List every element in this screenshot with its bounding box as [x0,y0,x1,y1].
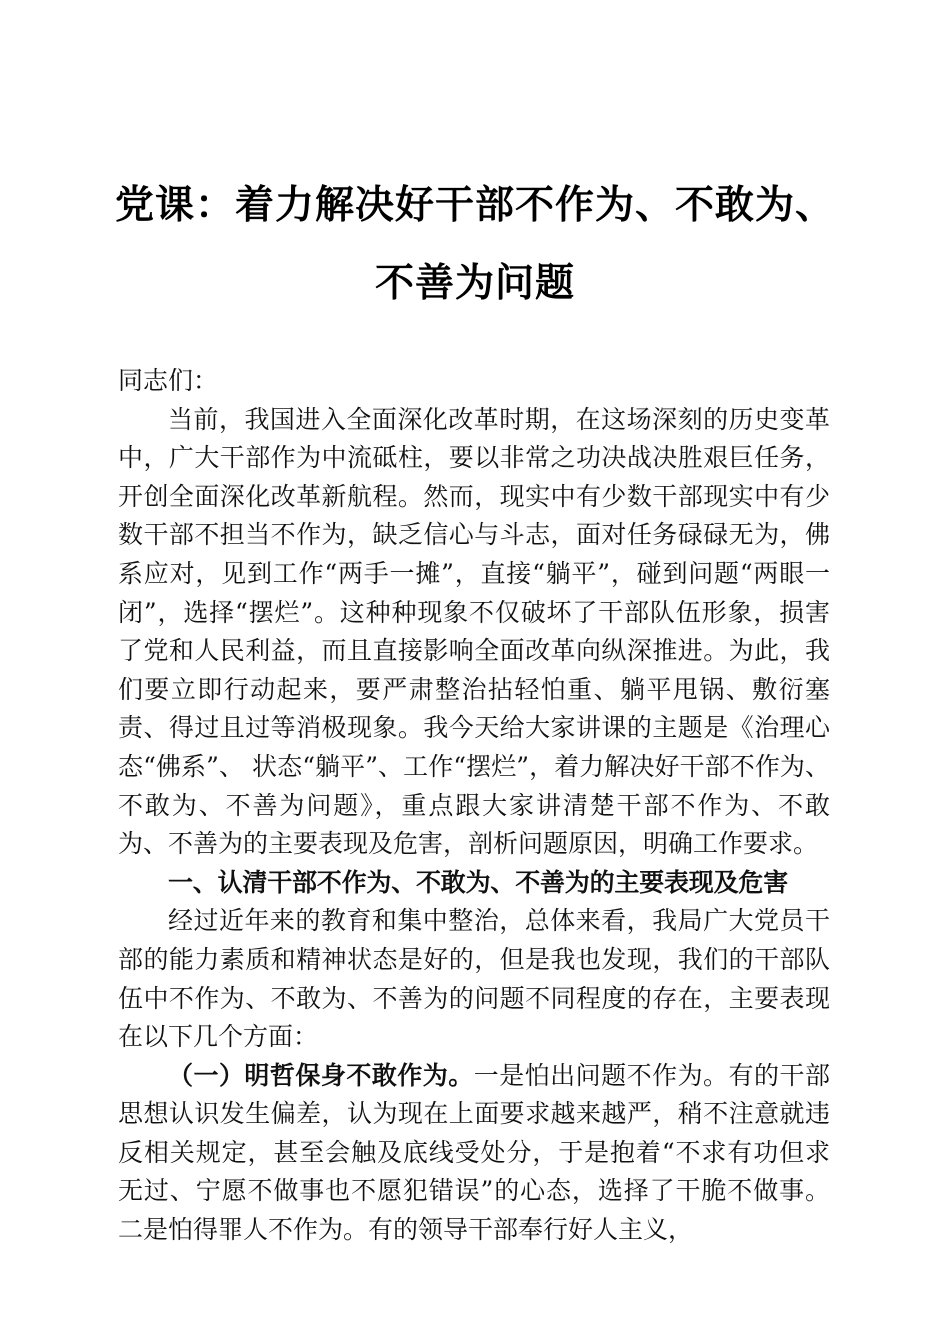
document-body [118,362,830,1250]
subsection-1-paragraph [118,1057,830,1250]
intro-paragraph: 当前，我国进入全面深化改革时期，在这场深刻的历史变革中，广大干部作为中流砥柱，要以非常之功决战决胜艰巨任务，开创全面深化改革新航程。然而，现实中有少数干部现实中有少数干部不担当不作为，缺乏信心与斗志，面对任务碌碌无为，佛系应对，见到工作“两手一摊”，直接“躺平”，碰到问题“两眼一闭”，选择“摆烂”。这种种现象不仅破坏了干部队伍形象，损害了党和人民利益，而且直接影响全面改革向纵深推进。为此，我们要立即行动起来，要严肃整治拈轻怕重、躺平甩锅、敷衍塞责、得过且过等消极现象。我今天给大家讲课的主题是《治理心态“佛系”、 状态“躺平”、工作“摆烂”，着力解决好干部不作为、不敢为、不善为问题》，重点跟大家讲清楚干部不作为、不敢为、不善为的主要表现及危害，剖析问题原因，明确工作要求。 [118,404,830,859]
document-title: 党课：着力解决好干部不作为、不敢为、不善为问题 [114,182,835,306]
section-1-paragraph: 经过近年来的教育和集中整治，总体来看，我局广大党员干部的能力素质和精神状态是好的，但是我也发现，我们的干部队伍中不作为、不敢为、不善为的问题不同程度的存在，主要表现在以下几个方面： [118,906,830,1052]
salutation: 同志们： [118,366,219,395]
subsection-1-text: 一是怕出问题不作为。有的干部思想认识发生偏差，认为现在上面要求越来越严，稍不注意就违反相关规定，甚至会触及底线受处分，于是抱着“不求有功但求无过、宁愿不做事也不愿犯错误”的心态，选择了干脆不做事。二是怕得罪人不作为。有的领导干部奉行好人主义， [118,1060,830,1245]
subsection-1-heading: （一）明哲保身不敢作为。 [168,1060,474,1090]
section-1-heading: 一、认清干部不作为、不敢为、不善为的主要表现及危害 [168,867,789,897]
